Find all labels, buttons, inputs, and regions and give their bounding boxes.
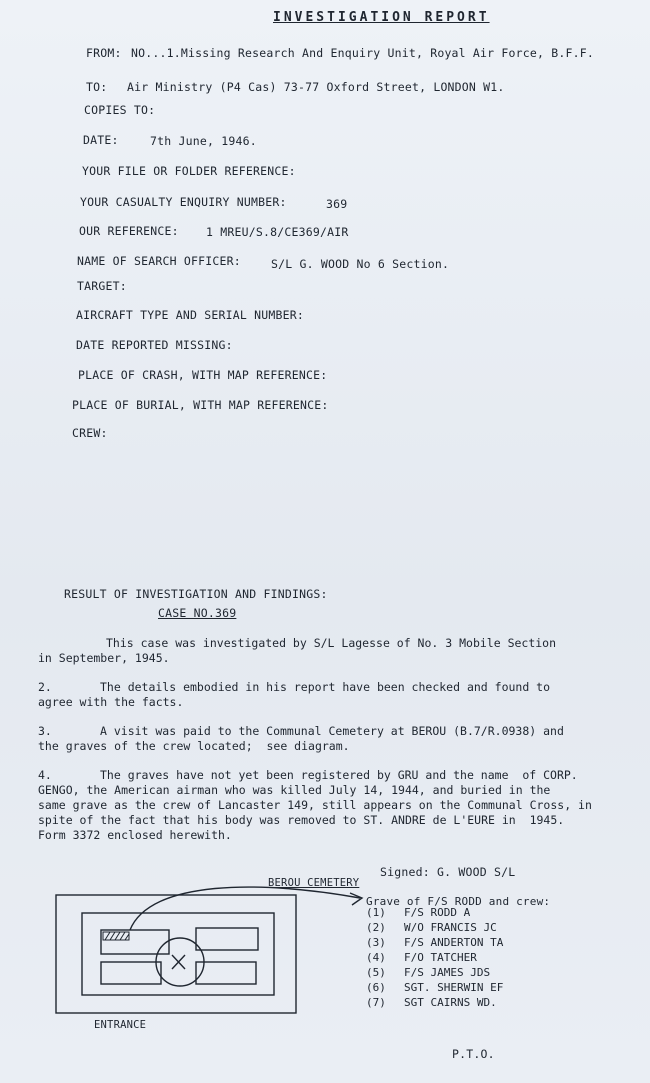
crew-list-item: (4) F/O TATCHER: [366, 951, 477, 964]
paragraph-2-number: 2.: [38, 680, 52, 694]
casualty-value: 369: [326, 197, 348, 211]
date-label: DATE:: [83, 133, 119, 147]
paragraph-2-text: The details embodied in his report have been checked and found to agree with the facts.: [38, 680, 551, 709]
to-label: TO:: [86, 80, 108, 94]
crew-list: [366, 905, 503, 1010]
crew-list-item: (7) SGT CAIRNS WD.: [366, 996, 497, 1009]
target-label: TARGET:: [77, 279, 127, 293]
grave-plot-top-right: [196, 928, 258, 950]
paragraph-3-text: A visit was paid to the Communal Cemetery at BEROU (B.7/R.0938) and the graves of the crew located; see diagram.: [38, 724, 564, 753]
aircraft-label: AIRCRAFT TYPE AND SERIAL NUMBER:: [76, 308, 304, 322]
signature-line: Signed: G. WOOD S/L: [380, 865, 516, 879]
place-burial-label: PLACE OF BURIAL, WITH MAP REFERENCE:: [72, 398, 329, 412]
report-title: INVESTIGATION REPORT: [273, 10, 490, 25]
paragraph-4-number: 4.: [38, 768, 52, 782]
date-missing-label: DATE REPORTED MISSING:: [76, 338, 233, 352]
search-officer-value: S/L G. WOOD No 6 Section.: [271, 257, 450, 271]
search-officer-label: NAME OF SEARCH OFFICER:: [77, 254, 241, 268]
our-ref-label: OUR REFERENCE:: [79, 224, 179, 238]
cemetery-label: BEROU CEMETERY: [268, 877, 360, 889]
findings-heading: RESULT OF INVESTIGATION AND FINDINGS:: [64, 587, 328, 601]
crew-list-item: (6) SGT. SHERWIN EF: [366, 981, 504, 994]
copies-label: COPIES TO:: [84, 103, 156, 117]
paragraph-4-text: The graves have not yet been registered by GRU and the name of CORP. GENGO, the American airman who was killed July 14, 1944, and buried in the same grave as the crew of Lancaster 149, still appears on the Communal Cross, in spite of the fact that his body was removed to ST. ANDRE de L'EURE in 1945. Form 3372 enclosed herewith.: [38, 768, 592, 842]
case-number: CASE NO.369: [158, 606, 237, 620]
crew-label: CREW:: [72, 426, 108, 440]
from-label: FROM:: [86, 46, 122, 60]
date-value: 7th June, 1946.: [150, 134, 257, 148]
crew-list-item: (2) W/O FRANCIS JC: [366, 921, 497, 934]
grave-heading: Grave of F/S RODD and crew:: [366, 895, 551, 908]
paragraph-1-text: This case was investigated by S/L Lagesse of No. 3 Mobile Section in September, 1945.: [38, 636, 557, 665]
pto-footer: P.T.O.: [452, 1047, 495, 1061]
entrance-label: ENTRANCE: [94, 1019, 147, 1031]
marked-grave-hatch: [103, 932, 129, 940]
grave-pointer-arrow: [130, 887, 360, 930]
from-value: NO...1.Missing Research And Enquiry Unit, Royal Air Force, B.F.F.: [131, 46, 595, 60]
crew-list-item: (1) F/S RODD A: [366, 906, 471, 919]
grave-plot-bottom-right: [196, 962, 256, 984]
arrow-head-icon: [350, 893, 362, 905]
crew-list-item: (3) F/S ANDERTON TA: [366, 936, 504, 949]
crew-list-item: (5) F/S JAMES JDS: [366, 966, 491, 979]
our-ref-value: 1 MREU/S.8/CE369/AIR: [206, 225, 349, 239]
place-crash-label: PLACE OF CRASH, WITH MAP REFERENCE:: [78, 368, 328, 382]
communal-cross-icon: [172, 955, 185, 969]
grave-plot-bottom-left: [101, 962, 161, 984]
to-value: Air Ministry (P4 Cas) 73-77 Oxford Street, LONDON W1.: [127, 80, 505, 94]
your-file-label: YOUR FILE OR FOLDER REFERENCE:: [82, 164, 296, 178]
paragraph-3-number: 3.: [38, 724, 52, 738]
casualty-label: YOUR CASUALTY ENQUIRY NUMBER:: [80, 195, 287, 209]
